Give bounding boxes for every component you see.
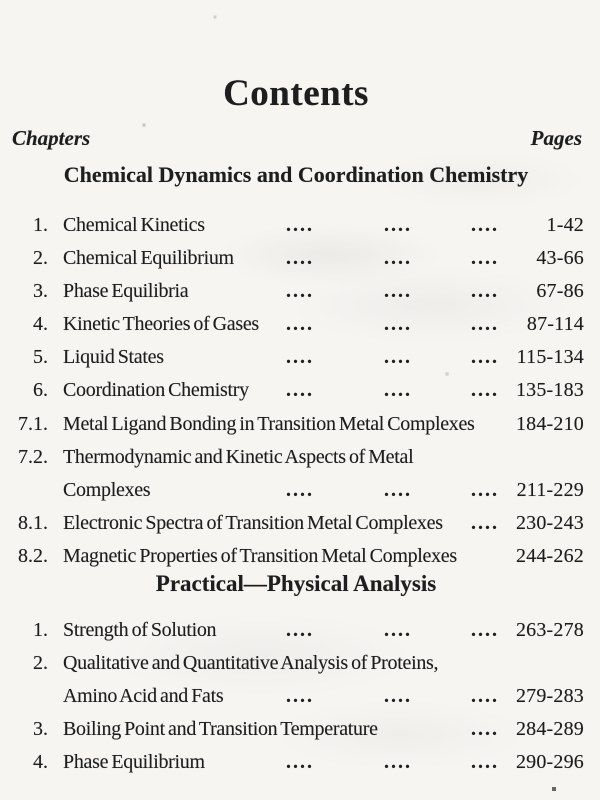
chapter-title: Chemical Equilibrium: [63, 247, 234, 269]
dot-leader: ....: [286, 280, 314, 302]
chapter-title: Thermodynamic and Kinetic Aspects of Metal: [63, 446, 414, 468]
dot-leader: ....: [286, 479, 314, 501]
dot-leader: ....: [286, 214, 314, 236]
toc-row: [0, 443, 600, 473]
toc-row: [0, 376, 600, 406]
chapter-title: Magnetic Properties of Transition Metal Complexes: [63, 545, 457, 567]
page-range: 1-42: [546, 214, 584, 236]
dot-leader: ....: [384, 479, 412, 501]
dot-leader: ....: [286, 379, 314, 401]
chapter-number: 3.: [33, 718, 48, 740]
page-title: Contents: [223, 73, 369, 114]
toc-row: [0, 542, 600, 572]
chapter-number: 4.: [33, 313, 48, 335]
page-range: 279-283: [515, 685, 584, 707]
chapter-title: Phase Equilibria: [63, 280, 189, 302]
page-range: 135-183: [515, 379, 584, 401]
toc-row: [0, 748, 600, 778]
section-heading-chemical-dynamics: Chemical Dynamics and Coordination Chemistry: [63, 162, 529, 187]
chapter-number: 6.: [33, 379, 48, 401]
chapter-number: 8.1.: [18, 512, 48, 534]
dot-leader: ....: [384, 247, 412, 269]
page-range: 263-278: [515, 619, 584, 641]
dot-leader: ....: [471, 313, 499, 335]
toc-row: [0, 211, 600, 241]
dot-leader: ....: [384, 214, 412, 236]
dot-leader: ....: [471, 346, 499, 368]
dot-leader: ....: [471, 512, 499, 534]
toc-row-continuation: [0, 682, 600, 712]
dot-leader: ....: [384, 685, 412, 707]
toc-row: [0, 410, 600, 440]
dot-leader: ....: [471, 685, 499, 707]
page-range: 67-86: [536, 280, 584, 302]
chapter-title: Phase Equilibrium: [63, 751, 205, 773]
dot-leader: ....: [471, 214, 499, 236]
toc-row: [0, 649, 600, 679]
toc-row: [0, 277, 600, 307]
chapter-title: Kinetic Theories of Gases: [63, 313, 259, 335]
toc-row: [0, 244, 600, 274]
page-range: 290-296: [515, 751, 584, 773]
page-range: 230-243: [515, 512, 584, 534]
chapter-number: 3.: [33, 280, 48, 302]
toc-row: [0, 616, 600, 646]
chapter-number: 7.2.: [18, 446, 48, 468]
toc-row: [0, 715, 600, 745]
toc-row: [0, 509, 600, 539]
dot-leader: ....: [286, 313, 314, 335]
toc-row-continuation: [0, 476, 600, 506]
dot-leader: ....: [471, 479, 499, 501]
dot-leader: ....: [471, 379, 499, 401]
page-range: 43-66: [536, 247, 584, 269]
chapters-column-header: Chapters: [12, 126, 91, 150]
chapter-title: Qualitative and Quantitative Analysis of Proteins,: [63, 652, 439, 674]
dot-leader: ....: [384, 619, 412, 641]
chapter-title: Boiling Point and Transition Temperature: [63, 718, 378, 740]
chapter-title: Chemical Kinetics: [63, 214, 205, 236]
chapter-title: Coordination Chemistry: [63, 379, 249, 401]
chapter-number: 5.: [33, 346, 48, 368]
page-range: 115-134: [516, 346, 584, 368]
dot-leader: ....: [384, 379, 412, 401]
page-range: 87-114: [526, 313, 584, 335]
page-range: 211-229: [516, 479, 584, 501]
dot-leader: ....: [286, 247, 314, 269]
chapter-number: 1.: [33, 214, 48, 236]
chapter-number: 4.: [33, 751, 48, 773]
dot-leader: ....: [286, 751, 314, 773]
toc-row: [0, 343, 600, 373]
chapter-title: Liquid States: [63, 346, 164, 368]
pages-column-header: Pages: [530, 126, 582, 150]
dot-leader: ....: [286, 346, 314, 368]
dot-leader: ....: [286, 619, 314, 641]
chapter-title-continued: Amino Acid and Fats: [63, 685, 224, 707]
toc-row: [0, 310, 600, 340]
dot-leader: ....: [471, 718, 499, 740]
scan-speckles: [0, 0, 2, 2]
section-heading-practical: Practical—Physical Analysis: [155, 571, 437, 596]
page-range: 244-262: [515, 545, 584, 567]
chapter-number: 2.: [33, 247, 48, 269]
chapter-number: 7.1.: [18, 413, 48, 435]
dot-leader: ....: [471, 751, 499, 773]
dot-leader: ....: [384, 313, 412, 335]
chapter-number: 1.: [33, 619, 48, 641]
page-range: 284-289: [515, 718, 584, 740]
chapter-number: 8.2.: [18, 545, 48, 567]
dot-leader: ....: [471, 280, 499, 302]
chapter-title-continued: Complexes: [63, 479, 151, 501]
chapter-title: Electronic Spectra of Transition Metal Complexes: [63, 512, 443, 534]
dot-leader: ....: [286, 685, 314, 707]
dot-leader: ....: [384, 346, 412, 368]
dot-leader: ....: [471, 619, 499, 641]
chapter-title: Strength of Solution: [63, 619, 217, 641]
page-range: 184-210: [515, 413, 584, 435]
dot-leader: ....: [384, 280, 412, 302]
dot-leader: ....: [471, 247, 499, 269]
dot-leader: ....: [384, 751, 412, 773]
chapter-number: 2.: [33, 652, 48, 674]
chapter-title: Metal Ligand Bonding in Transition Metal Complexes: [63, 413, 475, 435]
